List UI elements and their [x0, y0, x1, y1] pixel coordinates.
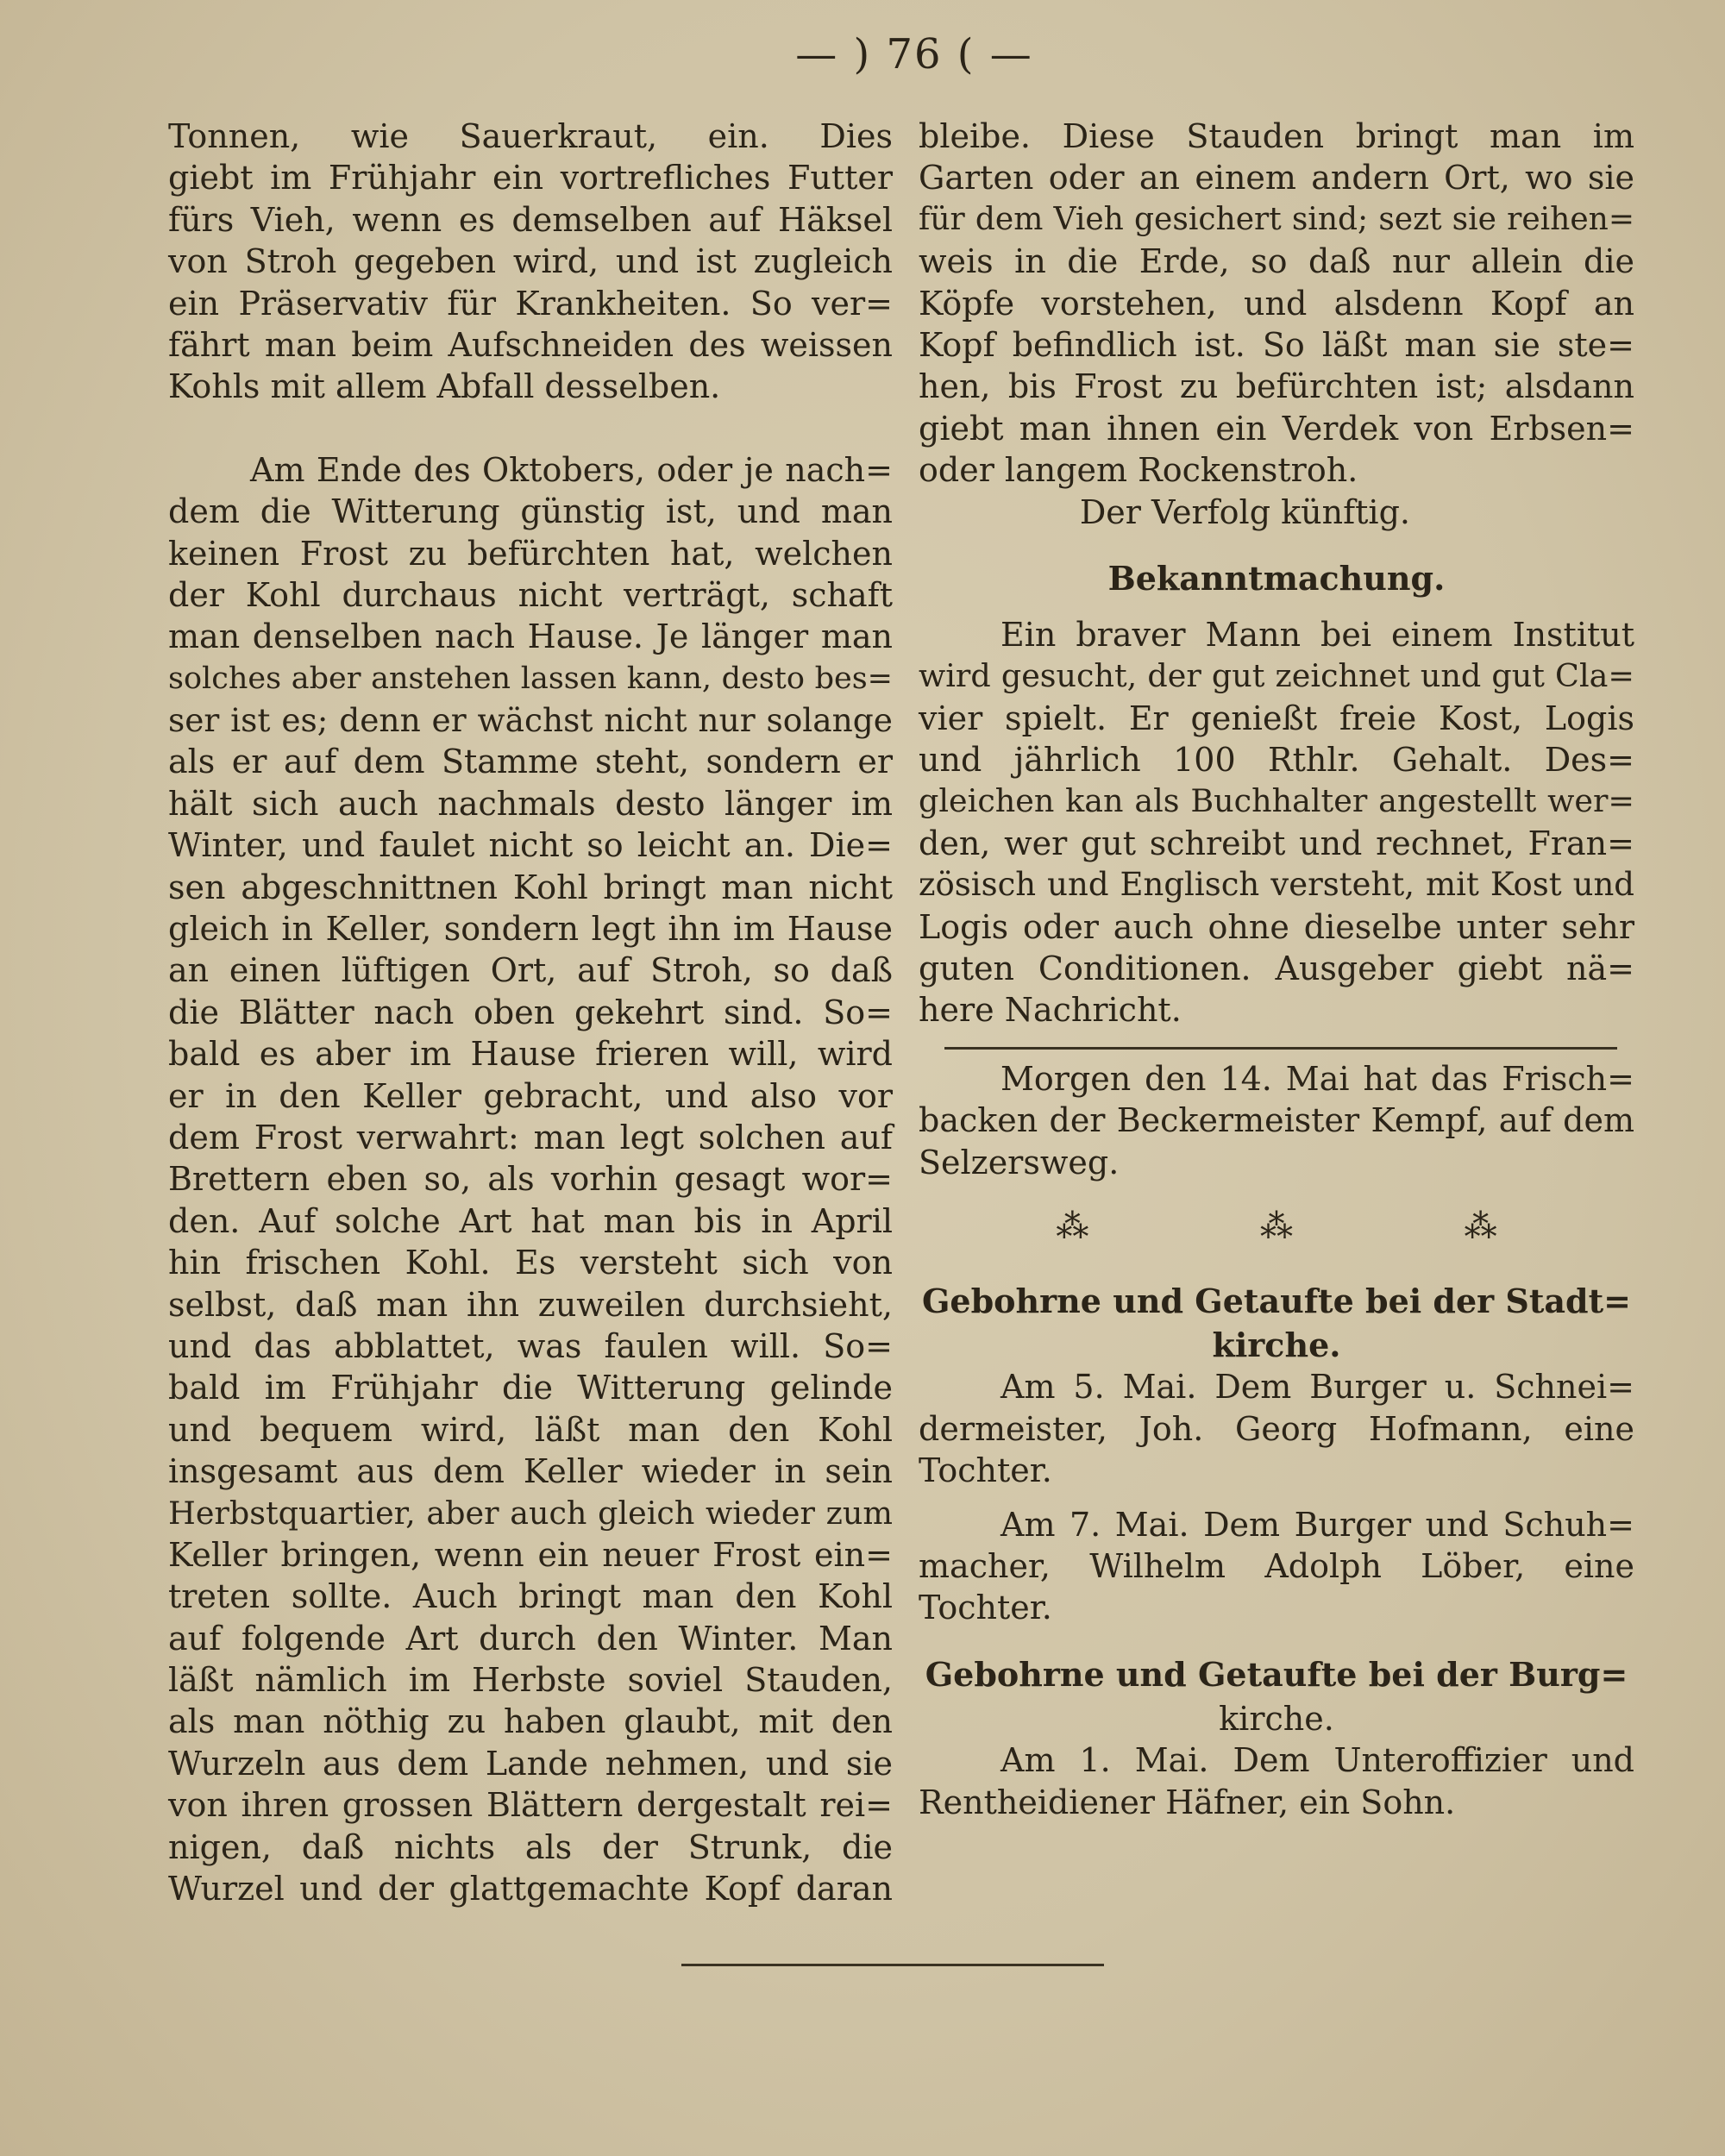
asterism-icon: ⁂ [1259, 1206, 1293, 1245]
continuation-note: Der Verfolg künftig. [1079, 492, 1410, 531]
text-line: hält sich auch nachmals desto länger im [168, 784, 893, 823]
text-line: und jährlich 100 Rthlr. Gehalt. Des= [919, 741, 1634, 780]
text-line: fürs Vieh, wenn es demselben auf Häksel [168, 200, 893, 239]
text-line: solches aber anstehen lassen kann, desto bes= [168, 661, 893, 696]
text-line: treten sollte. Auch bringt man den Kohl [168, 1577, 893, 1616]
text-line: Herbstquartier, aber auch gleich wieder zum [168, 1494, 893, 1532]
text-line: Brettern eben so, als vorhin gesagt wor= [168, 1160, 893, 1199]
text-line: macher, Wilhelm Adolph Löber, eine [919, 1546, 1634, 1585]
text-line: Morgen den 14. Mai hat das Frisch= [1000, 1059, 1634, 1098]
text-line: keinen Frost zu befürchten hat, welchen [168, 534, 893, 573]
text-line: Tochter. [919, 1589, 1052, 1627]
text-line: Am 7. Mai. Dem Burger und Schuh= [1000, 1505, 1634, 1544]
burgkirche-heading: Gebohrne und Getaufte bei der Burg= [925, 1654, 1628, 1694]
birth-entry [919, 1366, 1634, 1491]
text-line: Wurzel und der glattgemachte Kopf daran [168, 1870, 893, 1908]
burgkirche-heading-cont: kirche. [1219, 1699, 1334, 1738]
text-line: Am 1. Mai. Dem Unteroffizier und [1000, 1741, 1634, 1780]
text-line: als er auf dem Stamme steht, sondern er [168, 743, 893, 781]
footer-rule [681, 1964, 1104, 1966]
text-line: Winter, und faulet nicht so leicht an. Die= [168, 826, 893, 865]
text-line: giebt man ihnen ein Verdek von Erbsen= [919, 409, 1634, 448]
text-line: Selzersweg. [919, 1143, 1120, 1181]
text-line: here Nachricht. [919, 991, 1182, 1030]
text-line: von Stroh gegeben wird, und ist zugleich [168, 242, 893, 281]
text-line: bald im Frühjahr die Witterung gelinde [168, 1369, 893, 1407]
text-line: läßt nämlich im Herbste soviel Stauden, [168, 1661, 893, 1700]
stadtkirche-heading-cont: kirche. [1212, 1325, 1341, 1364]
text-line: die Blätter nach oben gekehrt sind. So= [168, 993, 893, 1031]
text-line: Köpfe vorstehen, und alsdenn Kopf an [919, 284, 1634, 323]
text-line: Tonnen, wie Sauerkraut, ein. Dies [168, 117, 893, 155]
text-line: hen, bis Frost zu befürchten ist; alsdann [919, 367, 1634, 406]
text-line: dermeister, Joh. Georg Hofmann, eine [919, 1409, 1634, 1448]
page-number-header: — ) 76 ( — [795, 30, 1033, 78]
text-line: Kohls mit allem Abfall desselben. [168, 367, 721, 406]
text-line: der Kohl durchaus nicht verträgt, schaft [168, 575, 893, 614]
right-column [919, 116, 1634, 1823]
paragraph-kohl-storage [168, 449, 893, 1910]
text-line: ein Präservativ für Krankheiten. So ver= [168, 284, 893, 323]
birth-entry [919, 1504, 1634, 1629]
text-line: wird gesucht, der gut zeichnet und gut Cla= [919, 657, 1634, 695]
stadtkirche-heading: Gebohrne und Getaufte bei der Stadt= [921, 1281, 1631, 1320]
text-line: backen der Beckermeister Kempf, auf dem [919, 1101, 1634, 1140]
text-line: fährt man beim Aufschneiden des weissen [168, 325, 893, 364]
birth-entry [919, 1739, 1634, 1823]
text-line: Am 5. Mai. Dem Burger u. Schnei= [1000, 1368, 1634, 1407]
text-line: ser ist es; denn er wächst nicht nur solange [168, 701, 893, 740]
text-line: an einen lüftigen Ort, auf Stroh, so daß [168, 951, 893, 990]
text-line: von ihren grossen Blättern dergestalt rei= [168, 1786, 893, 1825]
asterism-divider [919, 1183, 1634, 1278]
text-line: gleichen kan als Buchhalter angestellt wer= [919, 782, 1634, 820]
text-line: guten Conditionen. Ausgeber giebt nä= [919, 950, 1634, 988]
text-line: vier spielt. Er genießt freie Kost, Logis [919, 699, 1634, 737]
text-line: insgesamt aus dem Keller wieder in sein [168, 1452, 893, 1491]
text-line: Wurzeln aus dem Lande nehmen, und sie [168, 1744, 893, 1783]
section-divider [944, 1047, 1617, 1050]
text-line: den, wer gut schreibt und rechnet, Fran= [919, 824, 1634, 862]
text-line: er in den Keller gebracht, und also vor [168, 1076, 893, 1115]
text-line: dem die Witterung günstig ist, und man [168, 492, 893, 531]
text-line: und das abblattet, was faulen will. So= [168, 1326, 893, 1365]
text-line: zösisch und Englisch versteht, mit Kost und [919, 866, 1634, 904]
text-line: Ein braver Mann bei einem Institut [1000, 615, 1634, 654]
text-line: sen abgeschnittnen Kohl bringt man nicht [168, 868, 893, 906]
text-line: auf folgende Art durch den Winter. Man [168, 1619, 893, 1658]
text-line: für dem Vieh gesichert sind; sezt sie reihen= [919, 201, 1634, 237]
text-line: Kopf befindlich ist. So läßt man sie ste= [919, 325, 1634, 364]
text-line: dem Frost verwahrt: man legt solchen auf [168, 1118, 893, 1156]
text-line: oder langem Rockenstroh. [919, 451, 1358, 490]
text-line: selbst, daß man ihn zuweilen durchsieht, [168, 1285, 893, 1324]
text-line: gleich in Keller, sondern legt ihn im Hause [168, 910, 893, 949]
paragraph-stauden [919, 116, 1634, 492]
text-line: Tochter. [919, 1451, 1052, 1490]
text-line: giebt im Frühjahr ein vortrefliches Futter [168, 159, 893, 197]
left-column [168, 116, 893, 1909]
text-line: hin frischen Kohl. Es versteht sich von [168, 1244, 893, 1282]
announcement-heading: Bekanntmachung. [1107, 558, 1446, 598]
announcement-body [919, 614, 1634, 1031]
text-line: und bequem wird, läßt man den Kohl [168, 1410, 893, 1449]
text-line: nigen, daß nichts als der Strunk, die [168, 1827, 893, 1866]
text-line: bald es aber im Hause frieren will, wird [168, 1035, 893, 1074]
text-line: Keller bringen, wenn ein neuer Frost ein= [168, 1535, 893, 1574]
text-line: als man nöthig zu haben glaubt, mit den [168, 1702, 893, 1741]
text-line: man denselben nach Hause. Je länger man [168, 617, 893, 656]
bakery-notice [919, 1058, 1634, 1183]
text-line: den. Auf solche Art hat man bis in April [168, 1201, 893, 1240]
asterism-icon: ⁂ [1056, 1206, 1089, 1245]
paragraph-sauerkraut [168, 116, 893, 408]
text-line: Am Ende des Oktobers, oder je nach= [250, 450, 893, 489]
text-line: Logis oder auch ohne dieselbe unter sehr [919, 907, 1634, 946]
text-line: Rentheidiener Häfner, ein Sohn. [919, 1783, 1456, 1821]
asterism-icon: ⁂ [1464, 1206, 1497, 1245]
text-line: Garten oder an einem andern Ort, wo sie [919, 159, 1634, 197]
text-line: bleibe. Diese Stauden bringt man im [919, 117, 1634, 155]
text-line: weis in die Erde, so daß nur allein die [919, 242, 1634, 281]
